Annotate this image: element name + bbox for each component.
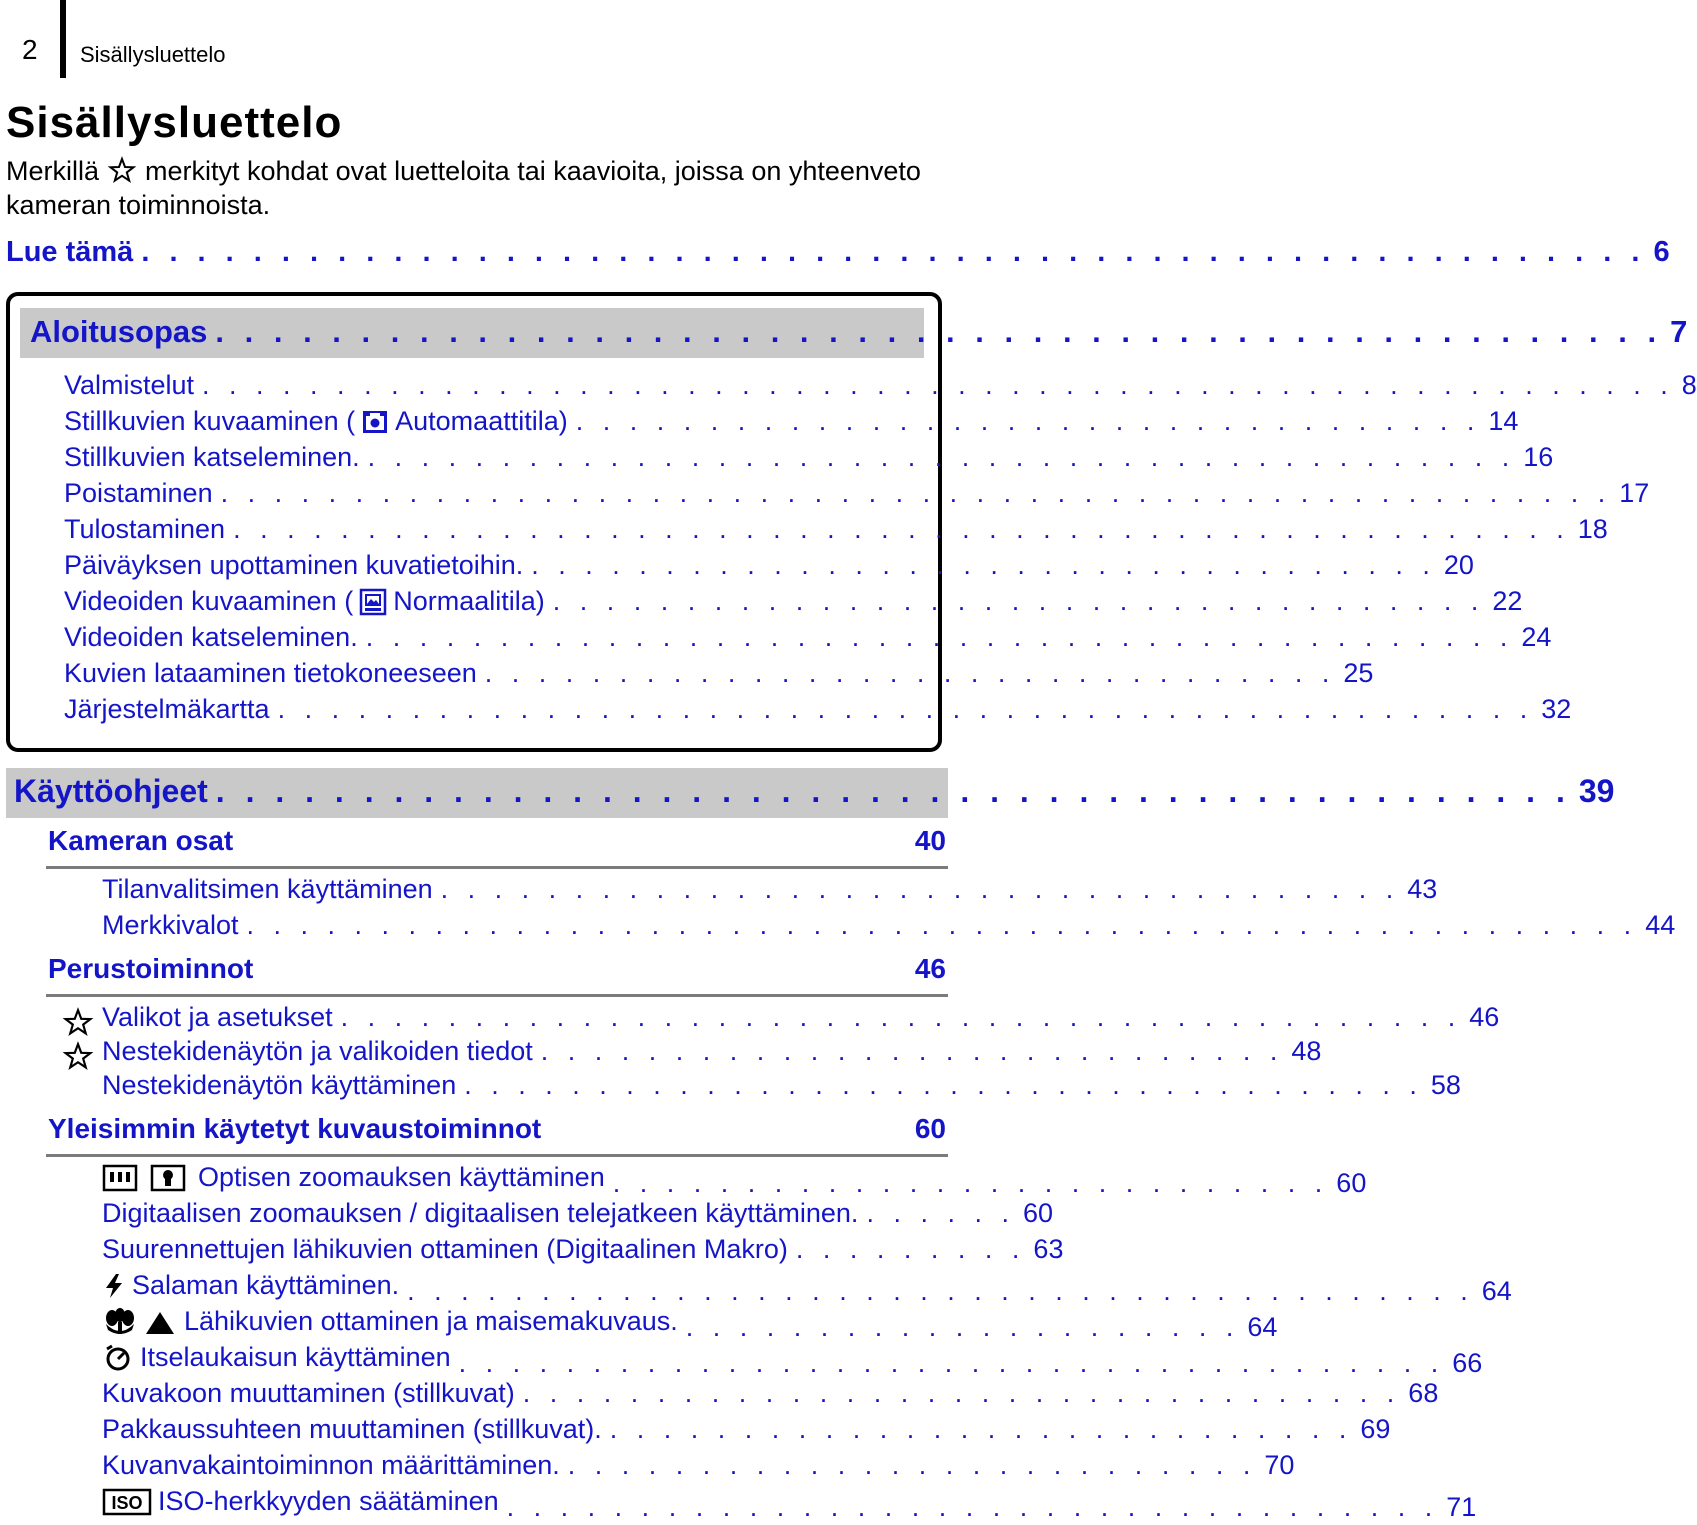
toc-label: Videoiden katseleminen. <box>64 622 358 652</box>
iso-icon <box>102 1488 152 1516</box>
dot-leader: . . . . . . <box>866 1198 1015 1228</box>
toc-label: Aloitusopas <box>30 314 208 349</box>
toc-page: 25 <box>1343 658 1374 688</box>
header-divider <box>60 0 66 78</box>
toc-label: Merkkivalot <box>102 910 239 940</box>
toc-page: 58 <box>1430 1070 1461 1100</box>
dot-leader: . . . . . . . . . . . . . . . . . . . . . . . . . . . . <box>609 1414 1353 1444</box>
toc-entry[interactable] <box>102 1342 1483 1378</box>
toc-section-page: 60 <box>914 1113 946 1144</box>
auto-mode-camera-icon <box>361 408 389 436</box>
toc-section-label: Perustoiminnot <box>48 953 254 984</box>
dot-leader: . . . . . . . . . <box>795 1234 1026 1264</box>
toc-page: 64 <box>1481 1275 1512 1306</box>
toc-entry[interactable] <box>64 478 1650 512</box>
toc-label: Poistaminen <box>64 478 213 508</box>
toc-page: 70 <box>1264 1450 1295 1480</box>
star-icon <box>109 157 137 181</box>
toc-label: Käyttöohjeet <box>14 773 208 809</box>
toc-entry[interactable] <box>102 910 1676 944</box>
toc-section-page: 46 <box>914 953 946 984</box>
dot-leader: . . . . . . . . . . . . . . . . . . . . . . . . . . . . . . . . . . <box>531 550 1436 580</box>
toc-label-group <box>102 1306 678 1337</box>
toc-label: Kuvakoon muuttaminen (stillkuvat) <box>102 1378 515 1408</box>
toc-page: 20 <box>1443 550 1474 580</box>
toc-label: ISO-herkkyyden säätäminen <box>158 1486 499 1516</box>
toc-label-group <box>102 1270 399 1301</box>
dot-leader: . . . . . . . . . . . . . . . . . . . . . . . . . . . . . . . . . . . . . . . . . . . . . . . <box>277 694 1534 724</box>
dot-leader: . . . . . . . . . . . . . . . . . . . . . . . . . . . . . . . . . . . <box>552 586 1485 616</box>
toc-label: Salaman käyttäminen. <box>132 1270 400 1300</box>
toc-label: Pakkaussuhteen muuttaminen (stillkuvat). <box>102 1414 602 1444</box>
toc-page: 22 <box>1492 586 1523 616</box>
dot-leader: . . . . . . . . . . . . . . . . . . . . . . . . . . . . . . . . . . . <box>506 1491 1439 1522</box>
toc-page: 8 <box>1681 370 1697 400</box>
toc-section-common-shooting[interactable] <box>48 1113 946 1145</box>
dot-leader: . . . . . . . . . . . . . . . . . . . . . . . . . . . . . . . . . . . . . . . . . . . . . . . . . . . . . . <box>141 236 1646 268</box>
intro-before-icon: Merkillä <box>6 156 100 186</box>
toc-entry[interactable] <box>102 1378 1439 1412</box>
dot-leader: . . . . . . . . . . . . . . . . . . . . . . . . . . . . . . . . . . . . . . . . . . . <box>367 442 1516 472</box>
toc-page: 63 <box>1033 1234 1064 1264</box>
dot-leader: . . . . . . . . . . . . . . . . . . . . . . . . . . . . . . . . <box>484 658 1336 688</box>
dot-leader: . . . . . . . . . . . . . . . . . . . . . . . . . . . . . . . . . . . . <box>440 874 1400 904</box>
toc-entry[interactable] <box>64 658 1374 692</box>
dot-leader: . . . . . . . . . . . . . . . . . . . . . . . . . . . . . . . . . . . . . . . . . . . . . . . . . . <box>233 514 1570 544</box>
toc-label: Lue tämä <box>6 236 134 268</box>
toc-section-page: 40 <box>914 825 946 856</box>
toc-label: Tilanvalitsimen käyttäminen <box>102 874 433 904</box>
toc-page: 69 <box>1360 1414 1391 1444</box>
toc-page: 68 <box>1408 1378 1439 1408</box>
toc-page: 14 <box>1488 406 1519 436</box>
toc-label: Optisen zoomauksen käyttäminen <box>198 1162 605 1192</box>
star-icon <box>64 1008 92 1036</box>
dot-leader: . . . . . . . . . . . . . . . . . . . . . . . . . . . . <box>540 1036 1284 1066</box>
page-number: 2 <box>22 34 38 65</box>
toc-entry[interactable] <box>102 1270 1512 1306</box>
dot-leader: . . . . . . . . . . . . . . . . . . . . . . . . . . . . . . . . . <box>522 1378 1401 1408</box>
toc-label: Suurennettujen lähikuvien ottaminen (Digitaalinen Makro) <box>102 1234 788 1264</box>
toc-page: 64 <box>1247 1311 1278 1342</box>
toc-entry[interactable] <box>102 1414 1391 1448</box>
toc-entry[interactable] <box>64 586 1523 620</box>
toc-page: 18 <box>1577 514 1608 544</box>
toc-entry[interactable] <box>64 622 1552 656</box>
toc-label-continued: Automaattitila) <box>395 406 568 436</box>
toc-page: 48 <box>1291 1036 1322 1066</box>
toc-label: Stillkuvien kuvaaminen ( <box>64 406 356 436</box>
toc-label: Stillkuvien katseleminen. <box>64 442 360 472</box>
dot-leader: . . . . . . . . . . . . . . . . . . . . . . . . . . <box>567 1450 1257 1480</box>
flash-icon <box>102 1272 126 1300</box>
toc-label: Valikot ja asetukset <box>102 1002 333 1032</box>
toc-label: Valmistelut <box>64 370 195 400</box>
toc-label-group <box>102 1342 451 1373</box>
toc-entry[interactable] <box>102 1198 1054 1232</box>
dot-leader: . . . . . . . . . . . . . . . . . . . . . . . . . . . . . . . . . . . . . . . . . . <box>340 1002 1462 1032</box>
toc-label-group <box>64 586 545 617</box>
toc-entry[interactable] <box>102 1306 1278 1342</box>
movie-normal-mode-icon <box>359 588 387 616</box>
toc-label: Tulostaminen <box>64 514 226 544</box>
toc-label: Järjestelmäkartta <box>64 694 270 724</box>
section-divider <box>46 994 948 997</box>
toc-entry[interactable] <box>102 1070 1461 1104</box>
toc-entry-operations[interactable] <box>14 773 1615 810</box>
toc-entry[interactable] <box>64 406 1519 440</box>
macro-landscape-icon <box>102 1308 178 1336</box>
toc-page: 32 <box>1541 694 1572 724</box>
toc-entry[interactable] <box>102 1486 1477 1522</box>
dot-leader: . . . . . . . . . . . . . . . . . . . . . . . . . . . . . . . . . . . . . <box>458 1347 1445 1378</box>
toc-label-group <box>102 1486 499 1517</box>
dot-leader: . . . . . . . . . . . . . . . . . . . . . . . . . . . . . . . . . . . . . . . . . . . . . . <box>215 773 1571 809</box>
toc-label: Kuvanvakaintoiminnon määrittäminen. <box>102 1450 560 1480</box>
toc-section-basic-functions[interactable] <box>48 953 946 985</box>
zoom-wide-tele-icon <box>102 1164 192 1192</box>
star-icon <box>64 1042 92 1070</box>
toc-label-continued: Normaalitila) <box>393 586 545 616</box>
toc-entry[interactable] <box>64 514 1608 548</box>
dot-leader: . . . . . . . . . . . . . . . . . . . . . . . . . . . . . . . . . . . . <box>464 1070 1423 1100</box>
header-section-title: Sisällysluettelo <box>80 42 226 67</box>
toc-section-label: Yleisimmin käytetyt kuvaustoiminnot <box>48 1113 542 1144</box>
toc-entry-quick-start[interactable] <box>30 314 1688 350</box>
page-title: Sisällysluettelo <box>6 98 343 147</box>
toc-page: 66 <box>1452 1347 1483 1378</box>
dot-leader: . . . . . . . . . . . . . . . . . . . . . . . . . . . . . . . . . . . . . . . . . . . . . . . . . . <box>215 314 1663 349</box>
dot-leader: . . . . . . . . . . . . . . . . . . . . . . . . . . . . . . . . . . <box>575 406 1481 436</box>
dot-leader: . . . . . . . . . . . . . . . . . . . . . . . . . . . . . . . . . . . . . . . . . . . . . . . . . . . . . . . <box>202 370 1674 400</box>
dot-leader: . . . . . . . . . . . . . . . . . . . . . <box>685 1311 1240 1342</box>
toc-label: Nestekidenäytön ja valikoiden tiedot <box>102 1036 533 1066</box>
toc-entry[interactable] <box>64 370 1697 404</box>
toc-page: 46 <box>1469 1002 1500 1032</box>
section-divider <box>46 1154 948 1157</box>
dot-leader: . . . . . . . . . . . . . . . . . . . . . . . . . . . <box>612 1167 1329 1198</box>
dot-leader: . . . . . . . . . . . . . . . . . . . . . . . . . . . . . . . . . . . . . . . . . . . . . . . . . . . . <box>246 910 1638 940</box>
toc-page: 60 <box>1022 1198 1054 1228</box>
toc-page: 24 <box>1521 622 1552 652</box>
toc-label: Nestekidenäytön käyttäminen <box>102 1070 457 1100</box>
toc-page: 44 <box>1645 910 1676 940</box>
toc-page: 43 <box>1407 874 1438 904</box>
toc-entry[interactable] <box>64 550 1474 584</box>
toc-page: 7 <box>1670 314 1688 349</box>
toc-entry[interactable] <box>102 1036 1322 1070</box>
toc-entry[interactable] <box>64 694 1572 728</box>
intro-after-icon: merkityt kohdat ovat luetteloita tai kaavioita, joissa on yhteenveto kameran toiminnoista. <box>6 156 921 220</box>
self-timer-icon <box>102 1344 134 1372</box>
intro-text <box>6 154 936 222</box>
toc-label: Digitaalisen zoomauksen / digitaalisen telejatkeen käyttäminen. <box>102 1198 859 1228</box>
dot-leader: . . . . . . . . . . . . . . . . . . . . . . . . . . . . . . . . . . . . . . . . <box>407 1275 1474 1306</box>
toc-label: Päiväyksen upottaminen kuvatietoihin. <box>64 550 524 580</box>
dot-leader: . . . . . . . . . . . . . . . . . . . . . . . . . . . . . . . . . . . . . . . . . . . . . . . . . . . . <box>220 478 1612 508</box>
toc-entry[interactable] <box>102 1162 1367 1198</box>
toc-entry[interactable] <box>102 1450 1295 1484</box>
toc-label: Videoiden kuvaaminen ( <box>64 586 354 616</box>
toc-page: 17 <box>1619 478 1650 508</box>
toc-page: 6 <box>1653 236 1670 268</box>
toc-label: Lähikuvien ottaminen ja maisemakuvaus. <box>184 1306 678 1336</box>
toc-section-label: Kameran osat <box>48 825 234 856</box>
toc-label-group <box>64 406 568 437</box>
toc-page: 71 <box>1446 1491 1477 1522</box>
toc-label-group <box>102 1162 605 1193</box>
page-header <box>0 0 960 80</box>
svg-text:ISO: ISO <box>111 1492 143 1513</box>
toc-entry[interactable] <box>102 1002 1500 1036</box>
toc-label: Itselaukaisun käyttäminen <box>140 1342 451 1372</box>
toc-section-camera-parts[interactable] <box>48 825 946 857</box>
toc-page: 16 <box>1523 442 1554 472</box>
toc-label: Kuvien lataaminen tietokoneeseen <box>64 658 477 688</box>
section-divider <box>46 866 948 869</box>
toc-entry[interactable] <box>102 874 1438 908</box>
toc-entry-read-first[interactable] <box>6 236 1670 269</box>
toc-entry[interactable] <box>64 442 1554 476</box>
dot-leader: . . . . . . . . . . . . . . . . . . . . . . . . . . . . . . . . . . . . . . . . . . . <box>365 622 1514 652</box>
toc-page: 39 <box>1578 773 1615 809</box>
toc-entry[interactable] <box>102 1234 1064 1268</box>
toc-page: 60 <box>1336 1167 1367 1198</box>
